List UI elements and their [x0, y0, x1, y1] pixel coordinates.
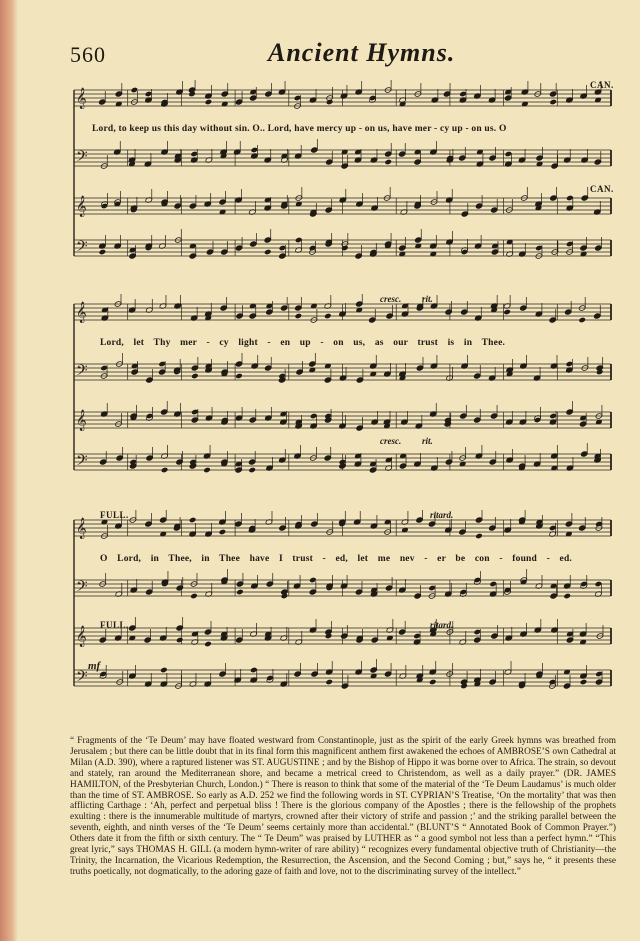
note-head: [550, 195, 558, 201]
note-head: [191, 417, 199, 423]
note-head: [386, 313, 394, 319]
clef-icon: 𝄢: [76, 578, 88, 599]
note-head: [534, 417, 542, 423]
note-head: [205, 99, 213, 105]
note-head: [206, 249, 214, 255]
commentary-text: “ Fragments of the ‘Te Deum’ may have floated westward from Constantinople, just as the spirit of the early Greek hymns was breathed from Jerusalem ; but there can be little doubt that in its final form this magnificent anthem first awakened the echoes of AMBROSE’S own Cathedral at Milan (A.D. 390), where a raptured listener was ST. AUGUSTINE ; and by the Bishop of Hippo it was borne over to Africa. The strain, so devout and stately, ran around the Mediterranean shore, and became a metrical creed to Christendom, as well as a daily prayer.” (DR. JAMES HAMILTON, of the Presbyterian Church, London.) “ There is reason to think that some of the material of the ‘Te Deum Laudamus’ is much older than the time of ST. AMBROSE. So early as A.D. 252 we find the following words in ST. CYPRIAN’S Treatise, ‘On the mortality’ that was then afflicting Carthage : ‘Ah, perfect and perpetual bliss ! There is the glorious company of the Apostles ; there is the fellowship of the prophets exulting : there is the innumerable multitude of martyrs, crowned after their victory of strife and passion ;’ and the striking parallel between the seventh, eighth, and ninth verses of the ‘Te Deum’ seems certainly more than accidental.” (BLUNT’S “ Annotated Book of Common Prayer.”) Others date it from the fifth or sixth century. The “ Te Deum” was praised by LUTHER as “ a good symbol not less than a perfect hymn.” “This great lyric,” says THOMAS H. GILL (a modern hymn-writer of rare ability) “ recognizes every fundamental objective truth of Christianity—the Trinity, the Incarnation, the Vicarious Redemption, the Resurrection, the Ascension, and the Second Coming ; but,” says he, “ it presents these truths poetically, not dogmatically, to the adoring gaze of faith and love, not to the discriminating survey of the intellect.”: [70, 736, 616, 877]
note-head: [160, 409, 168, 415]
note-head: [535, 245, 543, 251]
note-head: [459, 529, 467, 535]
note-head: [326, 159, 334, 165]
note-head: [578, 317, 586, 323]
note-head: [356, 377, 364, 383]
note-head: [189, 517, 197, 523]
note-head: [159, 517, 167, 523]
note-head: [355, 301, 363, 307]
note-head: [489, 525, 497, 531]
note-head: [279, 245, 287, 251]
note-head: [158, 361, 166, 367]
note-head: [324, 455, 332, 461]
note-head: [264, 365, 272, 371]
note-head: [250, 241, 258, 247]
note-head: [249, 313, 257, 319]
clef-icon: 𝄞: [76, 196, 87, 217]
note-head: [371, 637, 379, 643]
score-staves-2: [70, 294, 615, 489]
note-head: [414, 159, 422, 165]
note-head: [204, 629, 212, 635]
note-head: [384, 159, 392, 165]
note-head: [566, 409, 574, 415]
marker-rit-top: rit.: [422, 294, 433, 304]
note-head: [251, 147, 259, 153]
note-head: [563, 593, 571, 599]
note-head: [115, 91, 123, 97]
note-head: [489, 679, 497, 685]
score-staves-3: [70, 510, 615, 705]
note-head: [311, 671, 319, 677]
music-system-2: [70, 294, 615, 489]
note-head: [266, 675, 274, 681]
note-head: [399, 463, 407, 469]
note-head: [459, 155, 467, 161]
note-head: [294, 95, 302, 101]
note-head: [265, 91, 273, 97]
note-head: [580, 679, 588, 685]
note-head: [416, 517, 424, 523]
note-head: [356, 425, 364, 431]
note-head: [101, 203, 109, 209]
note-head: [460, 589, 468, 595]
note-head: [176, 459, 184, 465]
note-head: [536, 155, 544, 161]
note-head: [595, 581, 603, 587]
note-head: [279, 525, 287, 531]
note-head: [490, 207, 498, 213]
note-head: [489, 155, 497, 161]
note-head: [594, 159, 602, 165]
music-system-1: [70, 80, 615, 275]
note-head: [369, 95, 377, 101]
marker-mf: mf: [88, 660, 101, 672]
note-head: [131, 87, 139, 93]
page-number: 560: [70, 42, 106, 67]
note-head: [295, 305, 303, 311]
note-head: [475, 533, 483, 539]
note-head: [445, 309, 453, 315]
note-head: [204, 641, 212, 647]
lyric-line-2: Lord, let Thy mer - cy light - en up - on us, as our trust is in Thee.: [100, 338, 506, 348]
note-head: [461, 249, 469, 255]
note-head: [504, 95, 512, 101]
note-head: [98, 99, 106, 105]
note-head: [413, 633, 421, 639]
note-head: [566, 637, 574, 643]
note-head: [309, 589, 317, 595]
running-title: Ancient Hymns.: [268, 38, 456, 67]
note-head: [250, 667, 258, 673]
note-head: [491, 249, 499, 255]
note-head: [551, 163, 559, 169]
note-head: [549, 525, 557, 531]
clef-icon: 𝄢: [76, 148, 88, 169]
note-head: [266, 309, 274, 315]
note-head: [235, 245, 243, 251]
note-head: [370, 667, 378, 673]
note-head: [595, 671, 603, 677]
note-head: [264, 249, 272, 255]
note-head: [145, 589, 153, 595]
marker-cresc-bottom: cresc.: [380, 436, 402, 446]
note-head: [144, 637, 152, 643]
clef-icon: 𝄞: [76, 88, 87, 109]
note-head: [355, 589, 363, 595]
note-head: [236, 637, 244, 643]
note-head: [145, 91, 153, 97]
clef-icon: 𝄢: [76, 362, 88, 383]
note-head: [474, 637, 482, 643]
note-head: [384, 151, 392, 157]
note-head: [146, 455, 154, 461]
note-head: [99, 671, 107, 677]
note-head: [398, 151, 406, 157]
note-head: [158, 369, 166, 375]
note-head: [99, 249, 107, 255]
note-head: [116, 455, 124, 461]
marker-full-lower: FULL.: [100, 620, 129, 630]
note-head: [160, 667, 168, 673]
note-head: [294, 671, 302, 677]
note-head: [235, 467, 243, 473]
note-head: [490, 413, 498, 419]
note-head: [505, 151, 513, 157]
note-head: [146, 377, 154, 383]
note-head: [429, 679, 437, 685]
note-head: [565, 521, 573, 527]
note-head: [473, 373, 481, 379]
note-head: [191, 409, 199, 415]
clef-icon: 𝄞: [76, 518, 87, 539]
note-head: [219, 529, 227, 535]
clef-icon: 𝄢: [76, 668, 88, 689]
note-head: [341, 633, 349, 639]
note-head: [191, 365, 199, 371]
note-head: [474, 577, 482, 583]
note-head: [279, 253, 287, 259]
note-head: [189, 203, 197, 209]
clef-icon: 𝄢: [76, 452, 88, 473]
note-head: [461, 309, 469, 315]
clef-icon: 𝄞: [76, 302, 87, 323]
note-head: [249, 95, 257, 101]
score-staves-1: [70, 80, 615, 275]
note-head: [146, 413, 154, 419]
note-head: [324, 313, 332, 319]
note-head: [459, 91, 467, 97]
note-head: [266, 581, 274, 587]
note-head: [161, 467, 169, 473]
note-head: [566, 241, 574, 247]
note-head: [414, 237, 422, 243]
note-head: [264, 237, 272, 243]
note-head: [550, 593, 558, 599]
note-head: [176, 585, 184, 591]
note-head: [473, 417, 481, 423]
note-head: [399, 245, 407, 251]
note-head: [385, 585, 393, 591]
lyric-line-3: O Lord, in Thee, in Thee have I trust - ed, let me nev - er be con - found - ed.: [100, 554, 573, 564]
note-head: [131, 369, 139, 375]
note-head: [580, 581, 588, 587]
note-head: [549, 317, 557, 323]
note-head: [475, 517, 483, 523]
note-head: [416, 365, 424, 371]
note-head: [311, 521, 319, 527]
note-head: [325, 679, 333, 685]
note-head: [428, 521, 436, 527]
page-spine-edge: [0, 0, 18, 941]
note-head: [295, 237, 303, 243]
note-head: [235, 521, 243, 527]
note-head: [579, 421, 587, 427]
note-head: [309, 361, 317, 367]
note-head: [384, 671, 392, 677]
marker-cresc-top: cresc.: [380, 294, 402, 304]
note-head: [219, 671, 227, 677]
lyric-line-1: Lord, to keep us this day without sin. O.. Lord, have mercy up - on us, have mer - cy up - on us. O: [92, 124, 507, 134]
note-head: [563, 683, 571, 689]
note-head: [296, 369, 304, 375]
clef-icon: 𝄢: [76, 238, 88, 259]
note-head: [566, 195, 574, 201]
note-head: [398, 629, 406, 635]
marker-ritard-lower: ritard.: [430, 620, 454, 630]
note-head: [236, 313, 244, 319]
note-head: [236, 581, 244, 587]
marker-rit-bottom: rit.: [422, 436, 433, 446]
note-head: [369, 467, 377, 473]
note-head: [310, 413, 318, 419]
note-head: [129, 253, 137, 259]
note-head: [445, 459, 453, 465]
note-head: [460, 413, 468, 419]
note-head: [280, 305, 288, 311]
clef-icon: 𝄞: [76, 410, 87, 431]
note-head: [549, 91, 557, 97]
note-head: [309, 577, 317, 583]
note-head: [99, 459, 107, 465]
note-head: [491, 633, 499, 639]
note-head: [100, 365, 108, 371]
note-head: [549, 413, 557, 419]
note-head: [311, 147, 319, 153]
note-head: [324, 377, 332, 383]
note-head: [203, 467, 211, 473]
note-head: [580, 245, 588, 251]
note-head: [221, 249, 229, 255]
note-head: [595, 679, 603, 685]
clef-icon: 𝄞: [76, 626, 87, 647]
note-head: [191, 373, 199, 379]
note-head: [564, 309, 572, 315]
note-head: [174, 203, 182, 209]
note-head: [489, 581, 497, 587]
note-head: [190, 151, 198, 157]
note-head: [235, 373, 243, 379]
note-head: [549, 99, 557, 105]
note-head: [428, 585, 436, 591]
note-head: [489, 459, 497, 465]
note-head: [248, 459, 256, 465]
note-head: [176, 625, 184, 631]
note-head: [235, 361, 243, 367]
note-head: [129, 625, 137, 631]
note-head: [461, 211, 469, 217]
note-head: [578, 525, 586, 531]
note-head: [355, 253, 363, 259]
marker-ritard-top: ritard.: [430, 510, 454, 520]
note-head: [176, 637, 184, 643]
note-head: [595, 245, 603, 251]
marker-can-top: CAN.: [590, 80, 614, 90]
note-head: [190, 593, 198, 599]
note-head: [145, 521, 153, 527]
note-head: [580, 451, 588, 457]
note-head: [474, 629, 482, 635]
note-head: [189, 253, 197, 259]
note-head: [236, 589, 244, 595]
marker-full-top: FULL.: [100, 510, 129, 520]
music-system-3: [70, 510, 615, 705]
note-head: [219, 199, 227, 205]
note-head: [341, 163, 349, 169]
note-head: [221, 91, 229, 97]
note-head: [248, 467, 256, 473]
note-head: [295, 313, 303, 319]
note-head: [566, 361, 574, 367]
note-head: [503, 309, 511, 315]
note-head: [220, 305, 228, 311]
marker-can-lower: CAN.: [590, 184, 614, 194]
note-head: [581, 195, 589, 201]
note-head: [520, 305, 528, 311]
